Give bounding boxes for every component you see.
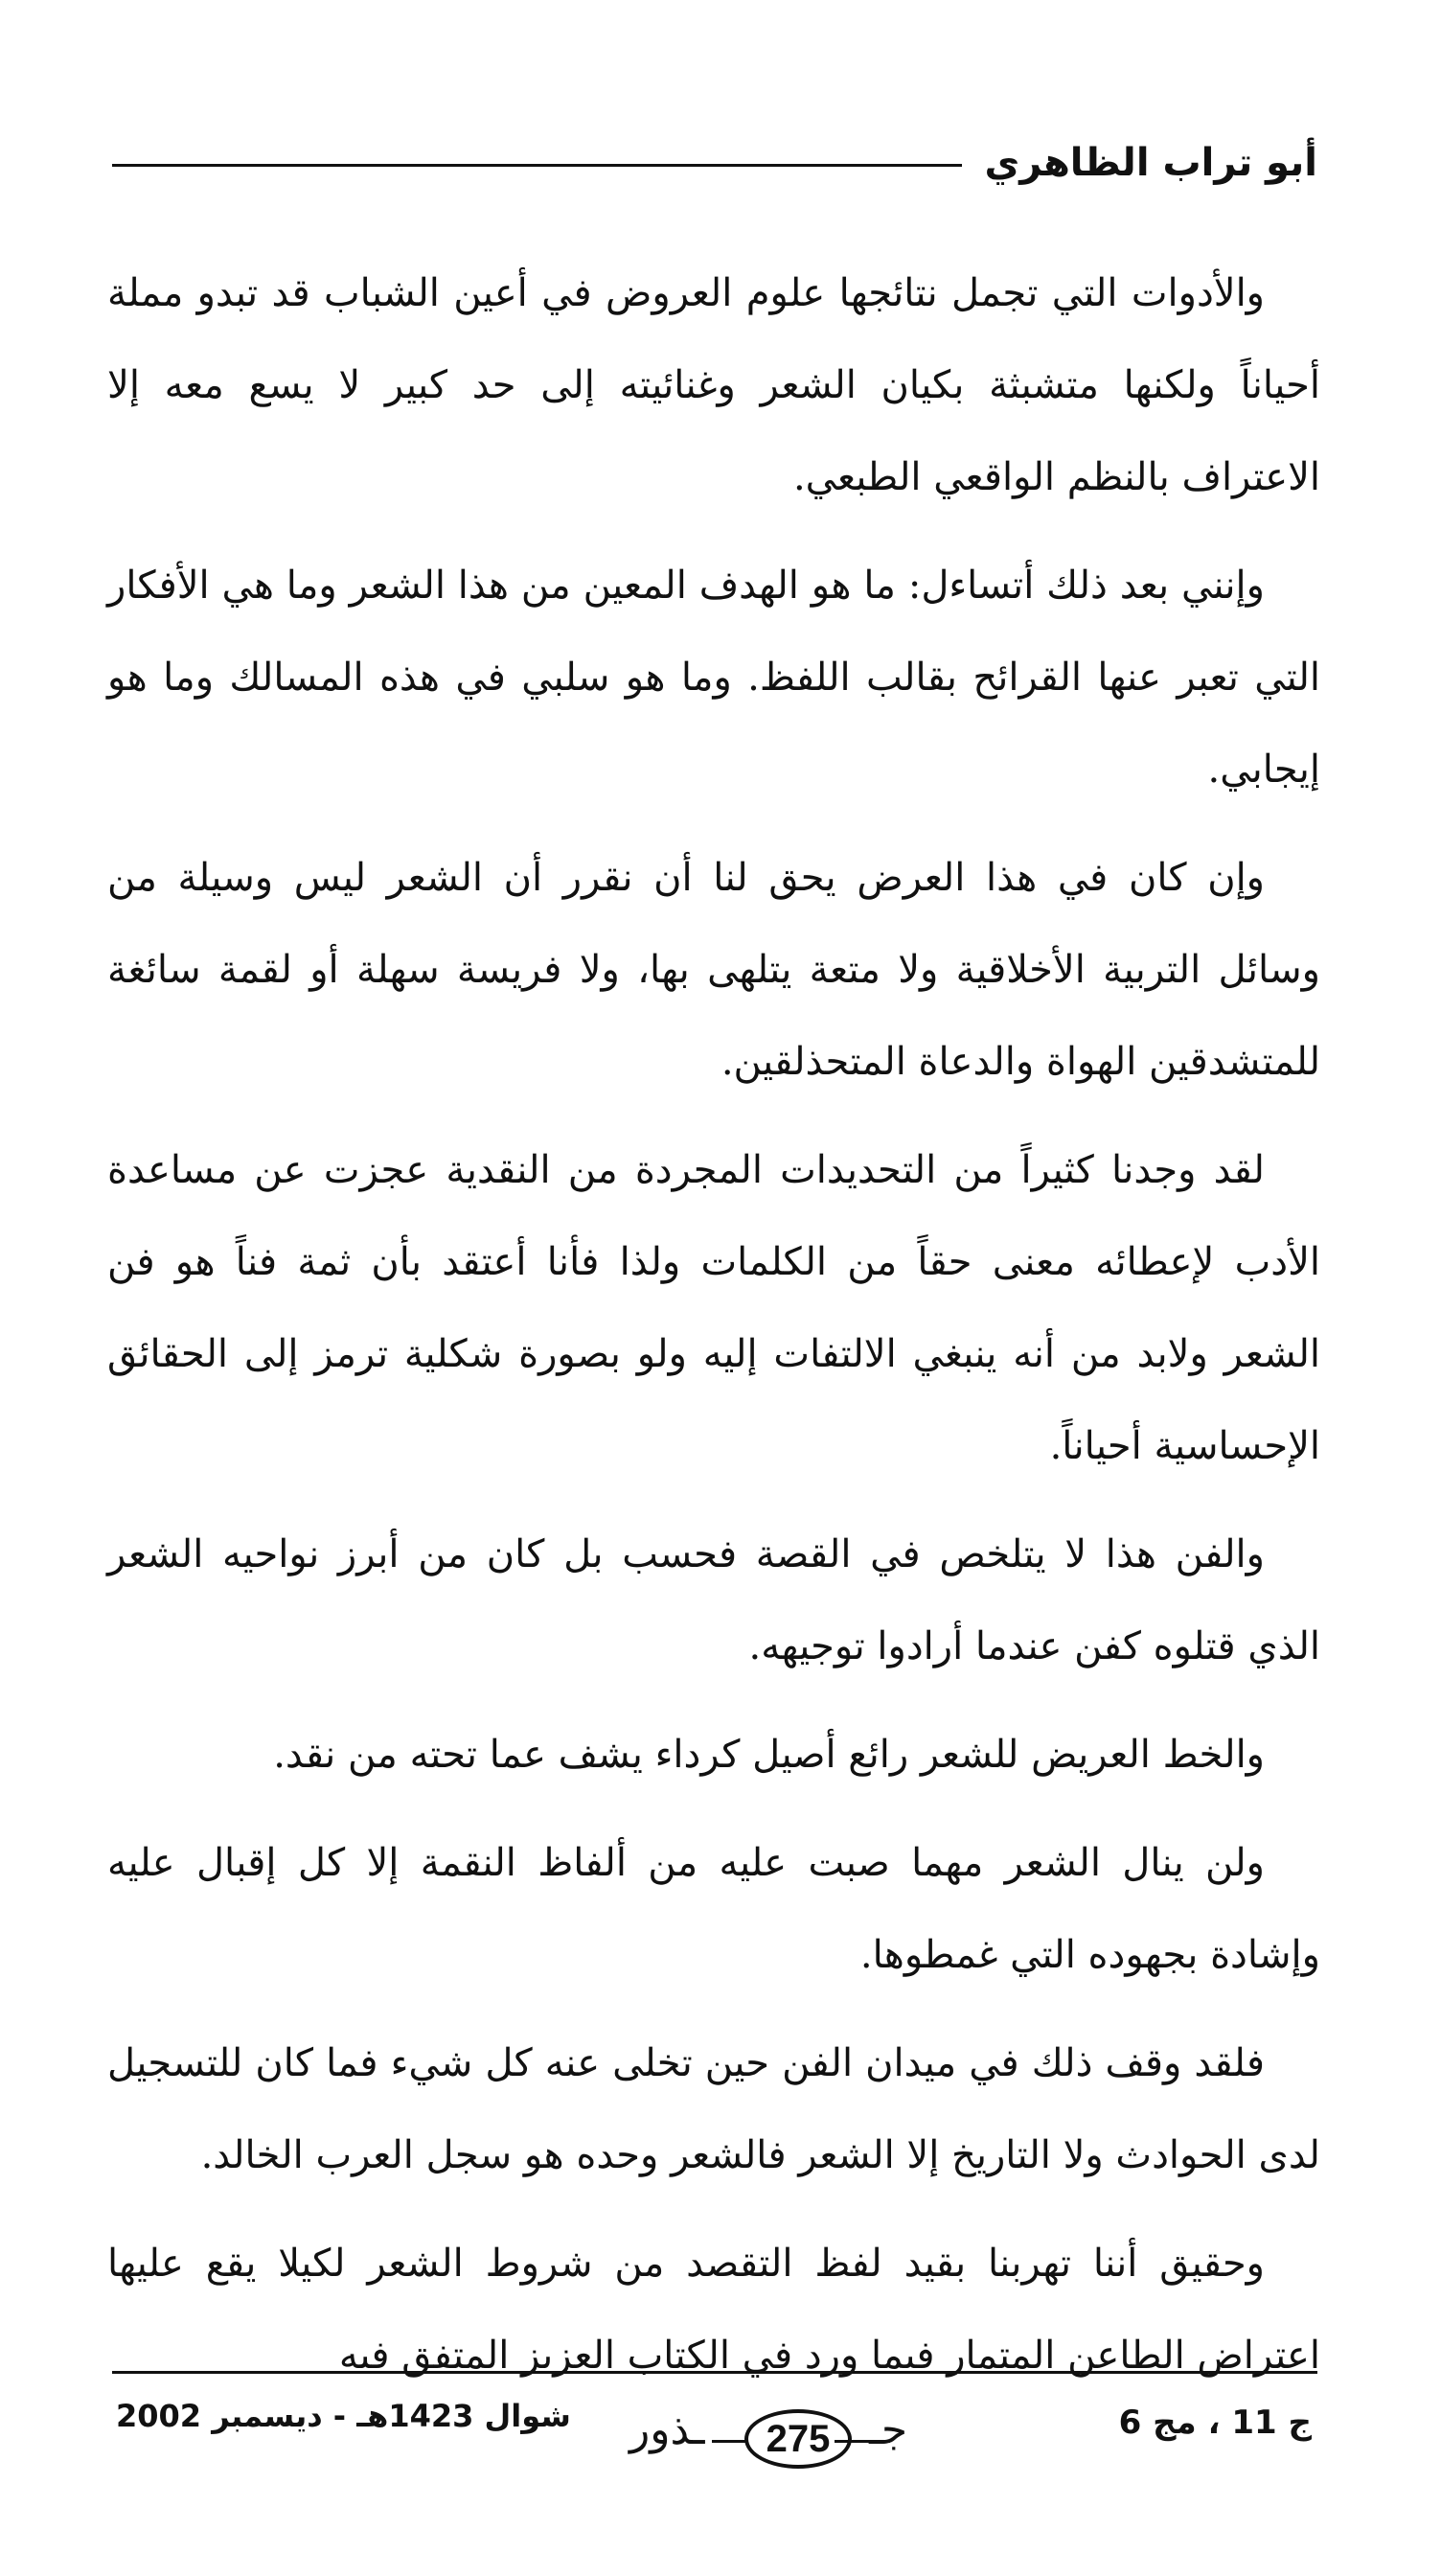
journal-title-stroke-left — [712, 2440, 748, 2443]
footer-rule — [112, 2371, 1317, 2374]
paragraph-2: وإنني بعد ذلك أتساءل: ما هو الهدف المعين من هذا الشعر وما هي الأفكار التي تعبر عنها القرائح بقالب اللفظ. وما هو سلبي في هذه المسالك وما هو إيجابي. — [107, 564, 1320, 792]
page-footer — [112, 2384, 1317, 2490]
paragraph-7: ولن ينال الشعر مهما صبت عليه من ألفاظ النقمة إلا كل إقبال عليه وإشادة بجهوده التي غمطوها. — [107, 1841, 1320, 1977]
page-number: 275 — [744, 2409, 852, 2469]
paragraph-6: والخط العريض للشعر رائع أصيل كرداء يشف عما تحته من نقد. — [273, 1733, 1265, 1777]
running-header — [112, 134, 1317, 192]
issue-volume: ج 11 ، مج 6 — [1118, 2404, 1312, 2442]
paragraph-9: وحقيق أننا تهربنا بقيد لفظ التقصد من شروط الشعر لكيلا يقع عليها اعتراض الطاعن المتمار فيما ورد في الكتاب العزيز المتفق فيه — [107, 2242, 1320, 2378]
journal-title-prefix: جـ — [869, 2405, 908, 2454]
header-rule — [112, 164, 962, 167]
paragraph-5: والفن هذا لا يتلخص في القصة فحسب بل كان من أبرز نواحيه الشعر الذي قتلوه كفن عندما أرادوا توجيهه. — [107, 1532, 1320, 1668]
paragraph-3: وإن كان في هذا العرض يحق لنا أن نقرر أن الشعر ليس وسيلة من وسائل التربية الأخلاقية ولا متعة يتلهى بها، ولا فريسة سهلة أو لقمة سائغة للمتشدقين الهواة والدعاة المتحذلقين. — [107, 856, 1320, 1084]
journal-title-mark — [629, 2392, 955, 2469]
issue-date: شوال 1423هـ - ديسمبر 2002 — [116, 2398, 571, 2434]
paragraph-1: والأدوات التي تجمل نتائجها علوم العروض في أعين الشباب قد تبدو مملة أحياناً ولكنها متشبثة بكيان الشعر وغنائيته إلى حد كبير لا يسع معه إلا الاعتراف بالنظم الواقعي الطبعي. — [107, 271, 1320, 499]
paragraph-8: فلقد وقف ذلك في ميدان الفن حين تخلى عنه كل شيء فما كان للتسجيل لدى الحوادث ولا التاريخ إلا الشعر فالشعر وحده هو سجل العرب الخالد. — [107, 2041, 1320, 2177]
body-text — [107, 247, 1320, 2418]
paragraph-4: لقد وجدنا كثيراً من التحديدات المجردة من النقدية عجزت عن مساعدة الأدب لإعطائه معنى حقاً من الكلمات ولذا فأنا أعتقد بأن ثمة فناً هو فن الشعر ولابد من أنه ينبغي الالتفات إليه ولو بصورة شكلية ترمز إلى الحقائق الإحساسية أحياناً. — [107, 1148, 1320, 1468]
running-header-author: أبو تراب الظاهري — [984, 141, 1317, 185]
journal-title-suffix: ـذور — [629, 2405, 705, 2454]
